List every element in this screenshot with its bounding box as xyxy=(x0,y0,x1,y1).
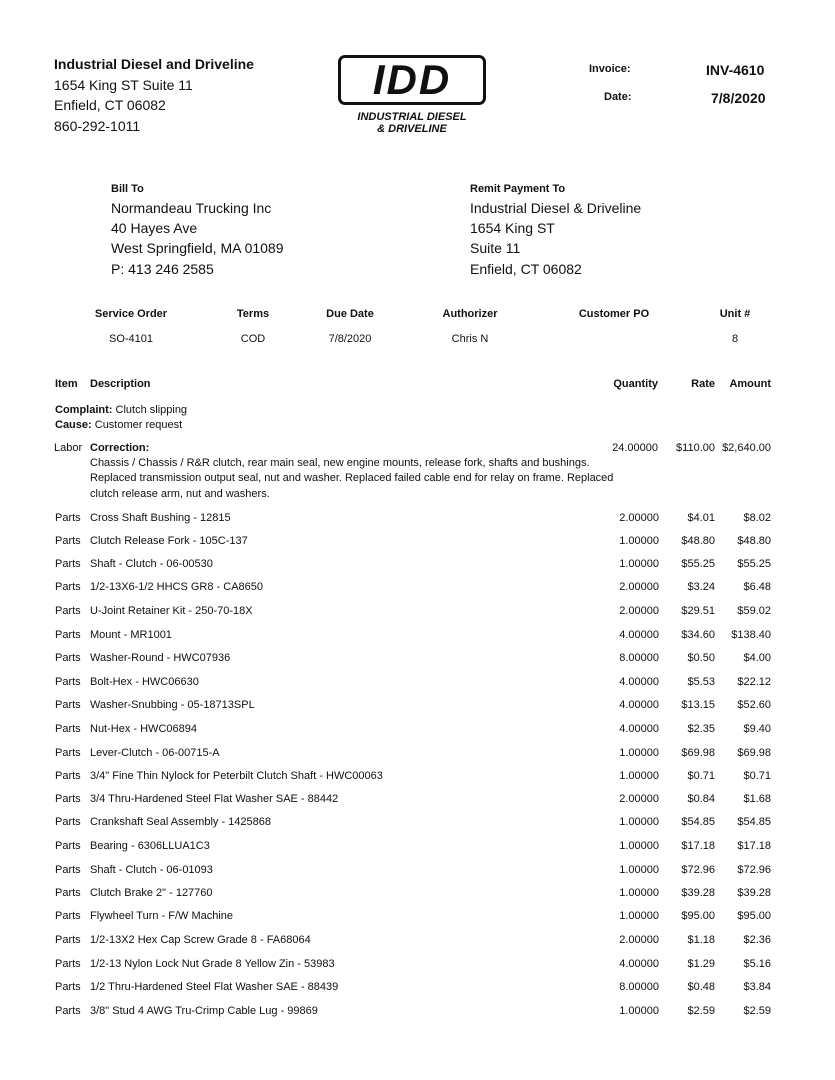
item-description: 1/2-13X2 Hex Cap Screw Grade 8 - FA68064 xyxy=(90,934,311,946)
item-quantity: 4.00000 xyxy=(619,629,659,641)
item-description: Washer-Snubbing - 05-18713SPL xyxy=(90,699,255,711)
item-amount: $59.02 xyxy=(737,605,771,617)
table-row xyxy=(0,629,835,649)
item-quantity: 2.00000 xyxy=(619,934,659,946)
table-row xyxy=(0,887,835,907)
item-type: Parts xyxy=(55,512,81,524)
item-rate: $0.84 xyxy=(687,793,715,805)
rate-column-header: Rate xyxy=(691,378,715,390)
logo-subtitle-line2: & DRIVELINE xyxy=(377,123,447,135)
item-quantity: 2.00000 xyxy=(619,512,659,524)
item-description: Crankshaft Seal Assembly - 1425868 xyxy=(90,816,271,828)
item-description: Shaft - Clutch - 06-01093 xyxy=(90,864,213,876)
cause-label: Cause: xyxy=(55,419,92,431)
item-type: Parts xyxy=(55,770,81,782)
item-quantity: 1.00000 xyxy=(619,535,659,547)
table-row xyxy=(0,816,835,836)
complaint-label: Complaint: xyxy=(55,404,113,416)
item-description: Washer-Round - HWC07936 xyxy=(90,652,231,664)
company-address-line2: Enfield, CT 06082 xyxy=(54,97,166,113)
item-amount: $138.40 xyxy=(731,629,771,641)
item-rate: $2.35 xyxy=(687,723,715,735)
table-row xyxy=(0,840,835,860)
cause-text: Customer request xyxy=(94,419,183,431)
item-description: Lever-Clutch - 06-00715-A xyxy=(90,747,220,759)
item-quantity: 1.00000 xyxy=(619,770,659,782)
item-amount: $22.12 xyxy=(737,676,771,688)
table-row xyxy=(0,981,835,1001)
item-type: Parts xyxy=(55,652,81,664)
item-rate: $55.25 xyxy=(681,558,715,570)
item-rate: $4.01 xyxy=(687,512,715,524)
item-amount: $39.28 xyxy=(737,887,771,899)
item-type: Parts xyxy=(55,699,81,711)
item-type: Parts xyxy=(55,816,81,828)
item-type: Parts xyxy=(55,887,81,899)
item-type: Parts xyxy=(55,840,81,852)
table-row xyxy=(0,934,835,954)
item-type: Parts xyxy=(55,981,81,993)
item-amount: $52.60 xyxy=(737,699,771,711)
unit-number-value: 8 xyxy=(731,333,739,345)
quantity-column-header: Quantity xyxy=(613,378,658,390)
invoice-date: 7/8/2020 xyxy=(711,90,766,106)
item-rate: $39.28 xyxy=(681,887,715,899)
table-row xyxy=(0,581,835,601)
item-description: Clutch Brake 2" - 127760 xyxy=(90,887,213,899)
item-description: Mount - MR1001 xyxy=(90,629,172,641)
item-amount: $8.02 xyxy=(743,512,771,524)
item-amount: $1.68 xyxy=(743,793,771,805)
table-row xyxy=(0,770,835,790)
item-amount: $5.16 xyxy=(743,958,771,970)
item-type: Parts xyxy=(55,605,81,617)
logo-mark: IDD xyxy=(372,56,452,103)
bill-to-line: P: 413 246 2585 xyxy=(111,261,214,277)
item-description: Bearing - 6306LLUA1C3 xyxy=(90,840,210,852)
labor-description-line: Chassis / Chassis / R&R clutch, rear main seal, new engine mounts, release fork, shafts and bushings. xyxy=(90,457,590,469)
item-quantity: 1.00000 xyxy=(619,887,659,899)
remit-to-line: Enfield, CT 06082 xyxy=(470,261,582,277)
item-description: Shaft - Clutch - 06-00530 xyxy=(90,558,213,570)
table-row xyxy=(0,558,835,578)
invoice-number: INV-4610 xyxy=(706,62,765,78)
table-row xyxy=(0,958,835,978)
cause-line xyxy=(55,419,182,431)
item-description: 1/2-13 Nylon Lock Nut Grade 8 Yellow Zin - 53983 xyxy=(90,958,335,970)
item-description: Nut-Hex - HWC06894 xyxy=(90,723,197,735)
item-type: Parts xyxy=(55,535,81,547)
table-row xyxy=(0,676,835,696)
remit-to-line: Suite 11 xyxy=(470,240,521,256)
item-description: 3/4 Thru-Hardened Steel Flat Washer SAE - 88442 xyxy=(90,793,339,805)
item-description: 1/2 Thru-Hardened Steel Flat Washer SAE - 88439 xyxy=(90,981,339,993)
labor-correction-label: Correction: xyxy=(90,442,150,454)
invoice-date-label: Date: xyxy=(604,91,632,103)
item-description: U-Joint Retainer Kit - 250-70-18X xyxy=(90,605,253,617)
item-amount: $4.00 xyxy=(743,652,771,664)
complaint-text: Clutch slipping xyxy=(115,404,188,416)
item-amount: $17.18 xyxy=(737,840,771,852)
table-row xyxy=(0,1005,835,1025)
table-row xyxy=(0,512,835,532)
table-row xyxy=(0,652,835,672)
company-address-line1: 1654 King ST Suite 11 xyxy=(54,77,193,93)
item-quantity: 4.00000 xyxy=(619,676,659,688)
item-type: Parts xyxy=(55,934,81,946)
item-rate: $17.18 xyxy=(681,840,715,852)
item-amount: $3.84 xyxy=(743,981,771,993)
item-description: Cross Shaft Bushing - 12815 xyxy=(90,512,231,524)
item-quantity: 8.00000 xyxy=(619,981,659,993)
labor-rate: $110.00 xyxy=(676,442,715,454)
item-rate: $54.85 xyxy=(681,816,715,828)
item-type: Parts xyxy=(55,958,81,970)
table-row xyxy=(0,723,835,743)
item-quantity: 1.00000 xyxy=(619,1005,659,1017)
item-rate: $0.71 xyxy=(687,770,715,782)
item-quantity: 1.00000 xyxy=(619,747,659,759)
item-column-header: Item xyxy=(55,378,78,390)
unit-number-header: Unit # xyxy=(719,308,751,320)
bill-to-title: Bill To xyxy=(111,183,144,195)
item-amount: $0.71 xyxy=(743,770,771,782)
item-amount: $2.59 xyxy=(743,1005,771,1017)
service-order-value: SO-4101 xyxy=(108,333,154,345)
item-rate: $95.00 xyxy=(681,910,715,922)
item-amount: $72.96 xyxy=(737,864,771,876)
item-description: Bolt-Hex - HWC06630 xyxy=(90,676,199,688)
item-quantity: 4.00000 xyxy=(619,699,659,711)
bill-to-line: Normandeau Trucking Inc xyxy=(111,200,272,216)
authorizer-header: Authorizer xyxy=(442,308,498,320)
labor-description-line: clutch release arm, nut and washers. xyxy=(90,488,270,500)
item-rate: $29.51 xyxy=(681,605,715,617)
item-type: Parts xyxy=(55,558,81,570)
item-rate: $13.15 xyxy=(681,699,715,711)
item-quantity: 8.00000 xyxy=(619,652,659,664)
item-description: 3/8" Stud 4 AWG Tru-Crimp Cable Lug - 99869 xyxy=(90,1005,318,1017)
item-amount: $48.80 xyxy=(737,535,771,547)
amount-column-header: Amount xyxy=(729,378,771,390)
item-quantity: 1.00000 xyxy=(619,840,659,852)
item-quantity: 4.00000 xyxy=(619,958,659,970)
item-type: Parts xyxy=(55,910,81,922)
table-row xyxy=(0,699,835,719)
item-rate: $1.18 xyxy=(687,934,715,946)
item-amount: $9.40 xyxy=(743,723,771,735)
table-row xyxy=(0,747,835,767)
table-row xyxy=(0,864,835,884)
item-rate: $5.53 xyxy=(687,676,715,688)
item-quantity: 2.00000 xyxy=(619,793,659,805)
description-column-header: Description xyxy=(90,378,151,390)
logo-subtitle-line1: INDUSTRIAL DIESEL xyxy=(357,111,467,123)
customer-po-header: Customer PO xyxy=(578,308,650,320)
company-name: Industrial Diesel and Driveline xyxy=(54,56,254,72)
item-description: 3/4" Fine Thin Nylock for Peterbilt Clutch Shaft - HWC00063 xyxy=(90,770,383,782)
item-rate: $34.60 xyxy=(681,629,715,641)
remit-to-line: Industrial Diesel & Driveline xyxy=(470,200,642,216)
bill-to-line: West Springfield, MA 01089 xyxy=(111,240,284,256)
item-type: Parts xyxy=(55,723,81,735)
item-amount: $54.85 xyxy=(737,816,771,828)
item-type: Parts xyxy=(55,793,81,805)
item-description: Flywheel Turn - F/W Machine xyxy=(90,910,234,922)
table-row xyxy=(0,910,835,930)
item-rate: $2.59 xyxy=(687,1005,715,1017)
labor-amount: $2,640.00 xyxy=(722,442,771,454)
item-quantity: 1.00000 xyxy=(619,558,659,570)
item-rate: $69.98 xyxy=(681,747,715,759)
item-description: 1/2-13X6-1/2 HHCS GR8 - CA8650 xyxy=(90,581,264,593)
complaint-line xyxy=(55,404,187,416)
item-quantity: 2.00000 xyxy=(619,581,659,593)
item-amount: $2.36 xyxy=(743,934,771,946)
table-row xyxy=(0,605,835,625)
item-quantity: 1.00000 xyxy=(619,816,659,828)
table-row xyxy=(0,793,835,813)
labor-quantity: 24.00000 xyxy=(612,442,658,454)
item-type: Parts xyxy=(55,1005,81,1017)
item-amount: $6.48 xyxy=(743,581,771,593)
remit-to-title: Remit Payment To xyxy=(470,183,566,195)
due-date-value: 7/8/2020 xyxy=(328,333,372,345)
remit-to-line: 1654 King ST xyxy=(470,220,555,236)
item-quantity: 2.00000 xyxy=(619,605,659,617)
item-amount: $95.00 xyxy=(737,910,771,922)
item-type: Parts xyxy=(55,581,81,593)
labor-type: Labor xyxy=(54,442,83,454)
item-amount: $55.25 xyxy=(737,558,771,570)
item-rate: $48.80 xyxy=(681,535,715,547)
item-type: Parts xyxy=(55,629,81,641)
table-row xyxy=(0,535,835,555)
item-rate: $72.96 xyxy=(681,864,715,876)
terms-header: Terms xyxy=(236,308,270,320)
company-phone: 860-292-1011 xyxy=(54,118,141,134)
authorizer-value: Chris N xyxy=(451,333,489,345)
item-rate: $0.50 xyxy=(687,652,715,664)
item-amount: $69.98 xyxy=(737,747,771,759)
item-type: Parts xyxy=(55,864,81,876)
service-order-header: Service Order xyxy=(94,308,168,320)
bill-to-line: 40 Hayes Ave xyxy=(111,220,198,236)
item-rate: $3.24 xyxy=(687,581,715,593)
labor-description-line: Replaced transmission output seal, nut and washer. Replaced failed cable end for relay on frame. Replaced xyxy=(90,472,614,484)
terms-value: COD xyxy=(240,333,266,345)
invoice-number-label: Invoice: xyxy=(589,63,631,75)
item-quantity: 1.00000 xyxy=(619,864,659,876)
item-rate: $1.29 xyxy=(687,958,715,970)
item-type: Parts xyxy=(55,676,81,688)
due-date-header: Due Date xyxy=(326,308,374,320)
item-type: Parts xyxy=(55,747,81,759)
item-quantity: 1.00000 xyxy=(619,910,659,922)
item-rate: $0.48 xyxy=(687,981,715,993)
item-quantity: 4.00000 xyxy=(619,723,659,735)
item-description: Clutch Release Fork - 105C-137 xyxy=(90,535,248,547)
